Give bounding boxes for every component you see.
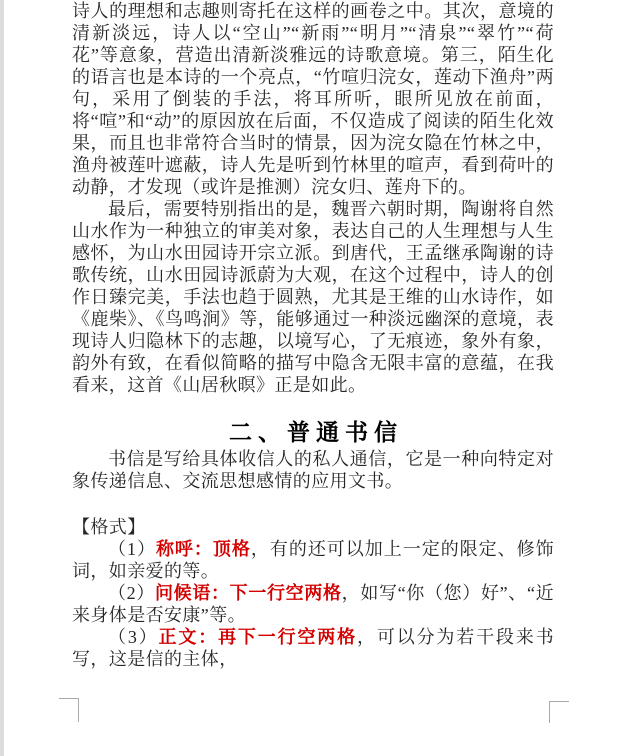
format-item-3-prefix: （3）	[108, 627, 159, 647]
blank-line	[72, 492, 554, 516]
margin-corner-mark-bottom-left	[59, 698, 79, 722]
format-item-3	[72, 626, 554, 670]
format-item-1	[72, 538, 554, 582]
essay-paragraph-continuation: 诗人的理想和志趣则寄托在这样的画卷之中。其次，意境的清新淡远，诗人以“空山”“新雨”“明月”“清泉”“翠竹”“荷花”等意象，营造出清新淡雅远的诗歌意境。第三，陌生化的语言也是本诗的一个亮点，“竹喧归浣女，莲动下渔舟”两句，采用了倒装的手法，将耳所听，眼所见放在前面，将“喧”和“动”的原因放在后面，不仅造成了阅读的陌生化效果，而且也非常符合当时的情景，因为浣女隐在竹林之中，渔舟被莲叶遮蔽，诗人先是听到竹林里的喧声，看到荷叶的动静，才发现（或许是推测）浣女归、莲舟下的。	[72, 1, 554, 197]
format-item-2-rest: ，如写“你（您）好”、“近来身体是否安康”等。	[72, 583, 555, 625]
essay-paragraph-final: 最后，需要特别指出的是，魏晋六朝时期，陶谢将自然山水作为一种独立的审美对象，表达自己的人生理想与人生感怀，为山水田园诗开宗立派。到唐代，王孟继承陶谢的诗歌传统，山水田园诗派蔚为大观，在这个过程中，诗人的创作日臻完美，手法也趋于圆熟，尤其是王维的山水诗作，如《鹿柴》、《鸟鸣涧》等，能够通过一种淡远幽深的意境，表现诗人归隐林下的志趣，以境写心，了无痕迹，象外有象，韵外有致，在看似简略的描写中隐含无限丰富的意蕴，在我看来，这首《山居秋暝》正是如此。	[72, 199, 554, 395]
document-page[interactable]	[4, 0, 624, 756]
format-item-2-highlight: 问候语：下一行空两格	[155, 583, 342, 603]
format-item-1-highlight: 称呼：顶格	[155, 539, 251, 559]
format-item-2-prefix: （2）	[108, 583, 155, 603]
format-item-3-rest: ，可以分为若干段来书写，这是信的主体，	[72, 627, 555, 669]
format-item-2	[72, 582, 554, 626]
section-intro: 书信是写给具体收信人的私人通信，它是一种向特定对象传递信息、交流思想感情的应用文书。	[72, 449, 554, 491]
format-label: 【格式】	[72, 517, 146, 537]
margin-corner-mark-bottom-right	[549, 701, 569, 723]
section-heading: 二、普通书信	[229, 420, 403, 445]
format-item-1-prefix: （1）	[108, 539, 156, 559]
format-item-3-highlight: 正文：再下一行空两格	[158, 627, 357, 647]
format-item-1-rest: ，有的还可以加上一定的限定、修饰词，如亲爱的等。	[72, 539, 555, 581]
document-text-area[interactable]	[72, 0, 554, 670]
